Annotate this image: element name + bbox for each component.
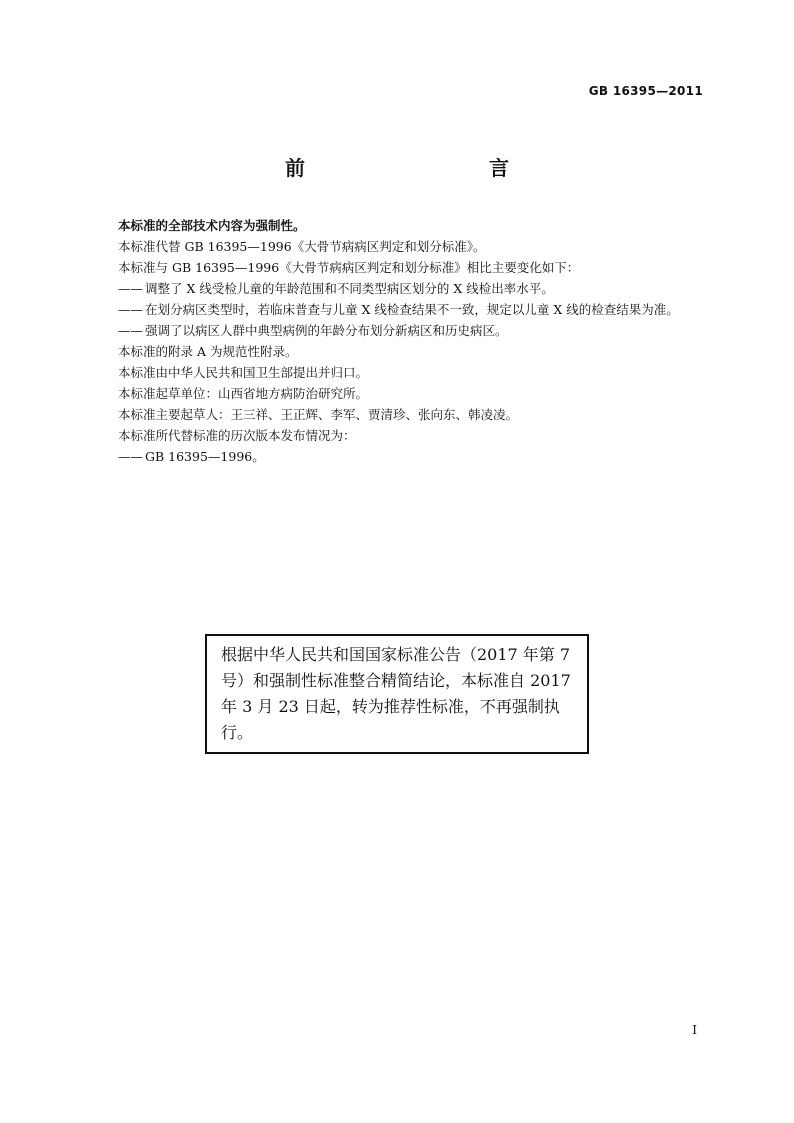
notice-box: 根据中华人民共和国国家标准公告（2017 年第 7 号）和强制性标准整合精简结论，本标准自 2017 年 3 月 23 日起，转为推荐性标准，不再强制执行。: [205, 634, 589, 754]
list-item-text: 调整了 X 线受检儿童的年龄范围和不同类型病区划分的 X 线检出率水平。: [145, 281, 554, 296]
paragraph-proposer: 本标准由中华人民共和国卫生部提出并归口。: [118, 365, 369, 380]
foreword-body: [118, 215, 708, 467]
document-code: GB 16395—2011: [588, 84, 703, 98]
paragraph-mandatory: 本标准的全部技术内容为强制性。: [118, 218, 306, 233]
list-item: [118, 446, 708, 467]
list-item-text: 在划分病区类型时，若临床普查与儿童 X 线检查结果不一致，规定以儿童 X 线的检查结果为准。: [145, 302, 679, 317]
dash-marker: ——: [118, 281, 143, 296]
list-item: [118, 320, 708, 341]
page-number: I: [692, 1023, 697, 1037]
list-item: [118, 278, 708, 299]
page-title: 前 言: [285, 156, 557, 180]
list-item-text: GB 16395—1996。: [145, 449, 265, 464]
dash-marker: ——: [118, 323, 143, 338]
paragraph-changes-intro: 本标准与 GB 16395—1996《大骨节病病区判定和划分标准》相比主要变化如下：: [118, 260, 580, 275]
list-item: [118, 299, 708, 320]
paragraph-appendix: 本标准的附录 A 为规范性附录。: [118, 344, 298, 359]
paragraph-drafters: 本标准主要起草人：王三祥、王正辉、李军、贾清珍、张向东、韩凌凌。: [118, 407, 519, 422]
paragraph-drafting-unit: 本标准起草单位：山西省地方病防治研究所。: [118, 386, 369, 401]
list-item-text: 强调了以病区人群中典型病例的年龄分布划分新病区和历史病区。: [145, 323, 508, 338]
dash-marker: ——: [118, 302, 143, 317]
paragraph-history-intro: 本标准所代替标准的历次版本发布情况为：: [118, 428, 356, 443]
paragraph-replaces: 本标准代替 GB 16395—1996《大骨节病病区判定和划分标准》。: [118, 239, 486, 254]
dash-marker: ——: [118, 449, 143, 464]
